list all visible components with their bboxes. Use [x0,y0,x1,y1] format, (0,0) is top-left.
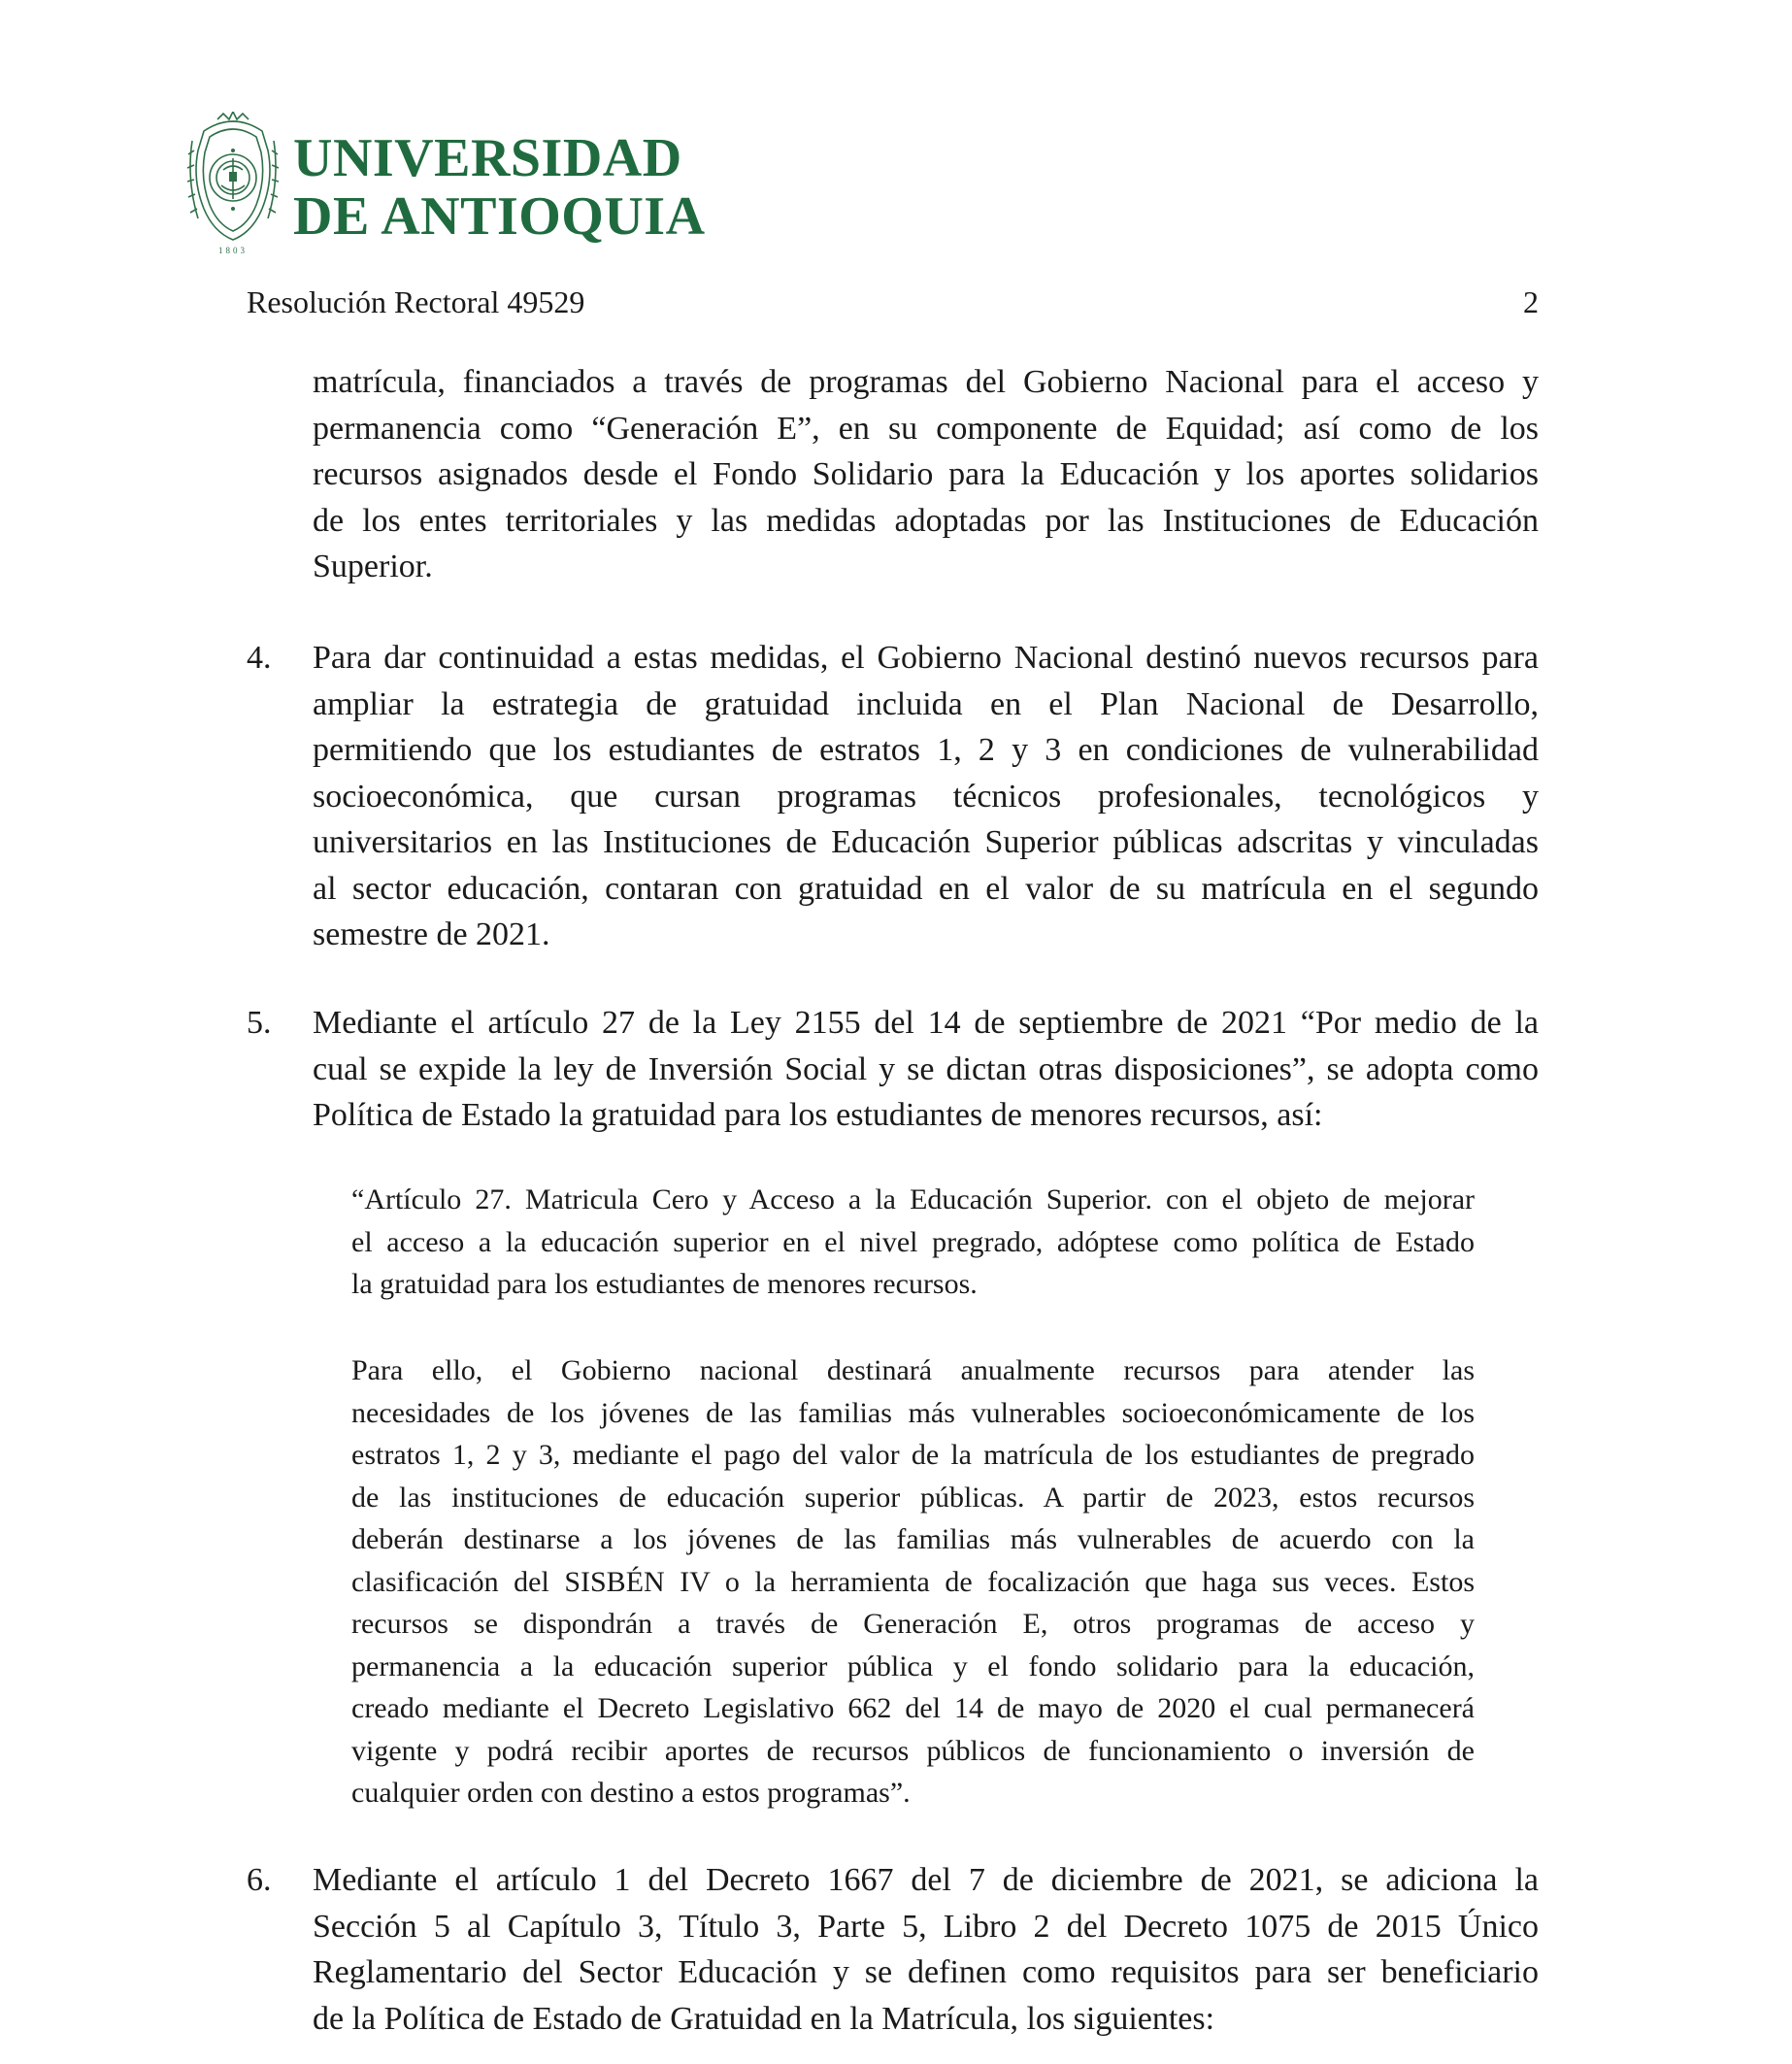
list-item-5 [313,1000,1539,1139]
text-line: Mediante el artículo 27 de la Ley 2155 del 14 de septiembre de 2021 “Por medio de la [313,1005,1539,1041]
text-line: permitiendo que los estudiantes de estratos 1, 2 y 3 en condiciones de vulnerabilidad [313,732,1539,768]
text-line: Mediante el artículo 1 del Decreto 1667 del 7 de diciembre de 2021, se adiciona la [313,1862,1539,1898]
text-line: Sección 5 al Capítulo 3, Título 3, Parte 5, Libro 2 del Decreto 1075 de 2015 Único [313,1908,1539,1945]
text-line: Para ello, el Gobierno nacional destinará anualmente recursos para atender las [351,1354,1475,1386]
paragraph-continuation [313,359,1539,590]
page-number: 2 [1523,284,1539,319]
text-line: universitarios en las Instituciones de Educación Superior públicas adscritas y vinculadas [313,824,1539,860]
university-seal-icon [184,112,282,257]
text-line: semestre de 2021. [313,916,550,952]
text-line: cual se expide la ley de Inversión Social y se dictan otras disposiciones”, se adopta como [313,1050,1539,1087]
text-line: permanencia como “Generación E”, en su componente de Equidad; así como de los [313,410,1539,447]
block-quote-paragraph-1 [351,1179,1475,1306]
text-line: creado mediante el Decreto Legislativo 662 del 14 de mayo de 2020 el cual permanecerá [351,1692,1475,1724]
block-quote-paragraph-2 [351,1349,1475,1814]
text-line: de las instituciones de educación superior públicas. A partir de 2023, estos recursos [351,1481,1475,1514]
text-line: Reglamentario del Sector Educación y se definen como requisitos para ser beneficiario [313,1954,1539,1990]
text-line: “Artículo 27. Matricula Cero y Acceso a la Educación Superior. con el objeto de mejorar [351,1183,1475,1215]
list-item-4 [313,635,1539,958]
text-line: estratos 1, 2 y 3, mediante el pago del valor de la matrícula de los estudiantes de pregrado [351,1439,1475,1471]
university-wordmark [293,129,706,246]
seal-year: 1803 [218,246,248,255]
wordmark-line-1: UNIVERSIDAD [293,128,682,188]
text-line: Superior. [313,549,433,584]
document-title: Resolución Rectoral 49529 [247,284,585,319]
text-line: al sector educación, contaran con gratuidad en el valor de su matrícula en el segundo [313,870,1539,907]
wordmark-line-2: DE ANTIOQUIA [293,186,706,247]
list-number: 4. [247,640,272,676]
text-line: el acceso a la educación superior en el nivel pregrado, adóptese como política de Estado [351,1225,1475,1258]
list-number: 5. [247,1005,272,1041]
text-line: necesidades de los jóvenes de las familias más vulnerables socioeconómicamente de los [351,1396,1475,1429]
university-logo [184,112,728,267]
text-line: cualquier orden con destino a estos programas”. [351,1777,911,1809]
text-line: recursos asignados desde el Fondo Solidario para la Educación y los aportes solidarios [313,456,1539,492]
text-line: Para dar continuidad a estas medidas, el Gobierno Nacional destinó nuevos recursos para [313,640,1539,676]
list-item-6 [313,1857,1539,2042]
text-line: deberán destinarse a los jóvenes de las familias más vulnerables de acuerdo con la [351,1523,1475,1555]
text-line: permanencia a la educación superior pública y el fondo solidario para la educación, [351,1649,1475,1682]
text-line: vigente y podrá recibir aportes de recursos públicos de funcionamiento o inversión de [351,1734,1475,1767]
text-line: clasificación del SISBÉN IV o la herramienta de focalización que haga sus veces. Estos [351,1565,1475,1598]
list-number: 6. [247,1862,272,1898]
text-line: de la Política de Estado de Gratuidad en la Matrícula, los siguientes: [313,2000,1215,2037]
text-line: de los entes territoriales y las medidas adoptadas por las Instituciones de Educación [313,502,1539,539]
text-line: ampliar la estrategia de gratuidad incluida en el Plan Nacional de Desarrollo, [313,685,1539,722]
text-line: matrícula, financiados a través de programas del Gobierno Nacional para el acceso y [313,364,1539,400]
text-line: Política de Estado la gratuidad para los estudiantes de menores recursos, así: [313,1097,1323,1133]
text-line: socioeconómica, que cursan programas técnicos profesionales, tecnológicos y [313,778,1539,815]
text-line: recursos se dispondrán a través de Generación E, otros programas de acceso y [351,1608,1475,1640]
text-line: la gratuidad para los estudiantes de menores recursos. [351,1268,978,1300]
